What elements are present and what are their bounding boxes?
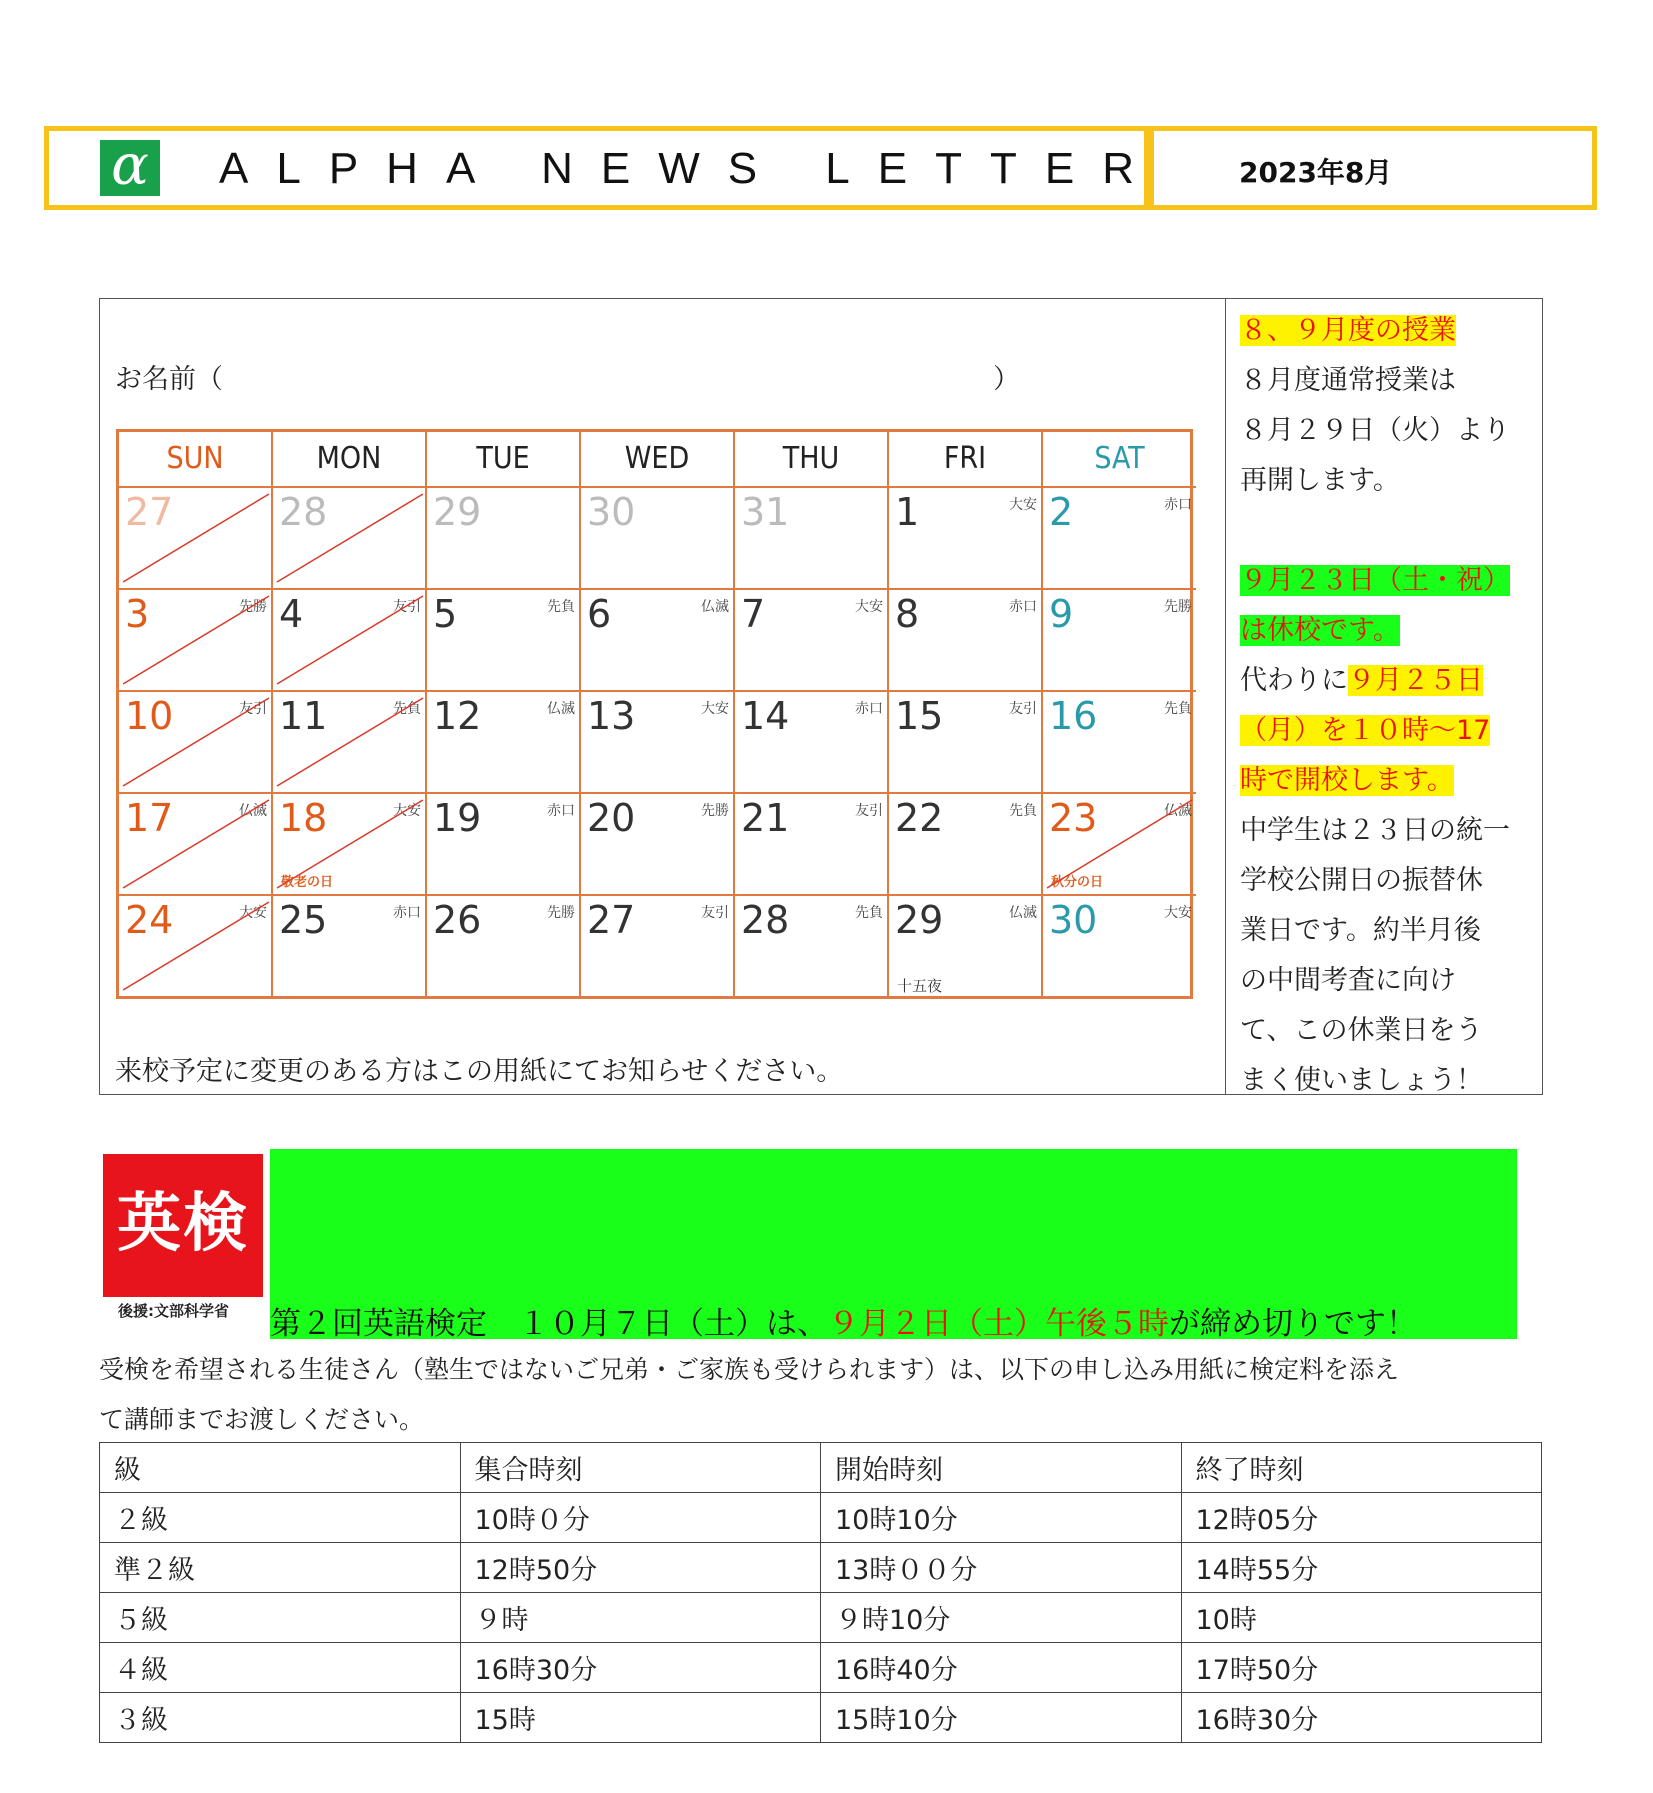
closed-day-slash-icon [119, 896, 273, 998]
closed-day-slash-icon [273, 488, 427, 590]
table-cell: 開始時刻 [821, 1443, 1182, 1493]
day-number: 28 [741, 898, 790, 942]
weekday-header-mon: MON [273, 432, 427, 488]
calendar-day [1043, 794, 1196, 896]
calendar-day [1043, 590, 1196, 692]
closed-day-slash-icon [119, 590, 273, 692]
calendar-day [119, 896, 273, 998]
day-number: 6 [587, 592, 612, 636]
closed-day-slash-icon [119, 488, 273, 590]
rokuyo-label: 友引 [855, 803, 883, 819]
calendar-day [427, 794, 581, 896]
calendar-day [119, 692, 273, 794]
day-number: 10 [125, 694, 174, 738]
day-number: 25 [279, 898, 328, 942]
rokuyo-label: 先負 [1164, 701, 1192, 717]
table-cell: ９時 [460, 1593, 821, 1643]
schedule-note-line [1240, 961, 1456, 1001]
newsletter-date: 2023年8月 [1239, 156, 1393, 189]
schedule-note-line [1240, 811, 1510, 851]
schedule-note-line [1240, 1061, 1483, 1101]
change-notice: 来校予定に変更のある方はこの用紙にてお知らせください。 [115, 1056, 844, 1087]
schedule-note-line [1240, 311, 1456, 351]
day-number: 16 [1049, 694, 1098, 738]
rokuyo-label: 赤口 [1164, 497, 1192, 513]
note-text: ８月２９日（火）より [1240, 415, 1510, 446]
calendar-day [427, 590, 581, 692]
eiken-support-label: 後援:文部科学省 [118, 1302, 229, 1320]
rokuyo-label: 大安 [701, 701, 729, 717]
rokuyo-label: 大安 [855, 599, 883, 615]
rokuyo-label: 大安 [1164, 905, 1192, 921]
closed-day-slash-icon [273, 590, 427, 692]
rokuyo-label: 友引 [239, 701, 267, 717]
note-text: ８月度通常授業は [1240, 365, 1456, 396]
rokuyo-label: 仏滅 [701, 599, 729, 615]
day-number: 7 [741, 592, 766, 636]
rokuyo-label: 先負 [547, 599, 575, 615]
weekday-header-sat: SAT [1043, 432, 1196, 488]
day-number: 9 [1049, 592, 1074, 636]
note-text: 学校公開日の振替休 [1240, 865, 1483, 896]
rokuyo-label: 大安 [239, 905, 267, 921]
name-label: お名前（ [115, 364, 223, 395]
table-cell: 12時05分 [1181, 1493, 1542, 1543]
eiken-logo: 英検 [103, 1154, 263, 1297]
calendar-day [581, 590, 735, 692]
table-cell: ２級 [100, 1493, 461, 1543]
day-number: 18 [279, 796, 328, 840]
calendar-day [1043, 692, 1196, 794]
table-cell: 16時30分 [1181, 1693, 1542, 1743]
calendar-day [889, 692, 1043, 794]
calendar-day [1043, 896, 1196, 998]
table-cell: 13時００分 [821, 1543, 1182, 1593]
table-cell: 準２級 [100, 1543, 461, 1593]
day-number: 31 [741, 490, 790, 534]
table-cell: 10時０分 [460, 1493, 821, 1543]
day-number: 23 [1049, 796, 1098, 840]
schedule-note-line [1240, 861, 1483, 901]
calendar-day [427, 692, 581, 794]
note-text: まく使いましょう！ [1240, 1065, 1483, 1096]
day-number: 30 [1049, 898, 1098, 942]
calendar-day [119, 488, 273, 590]
day-number: 5 [433, 592, 458, 636]
day-number: 11 [279, 694, 328, 738]
rokuyo-label: 先勝 [547, 905, 575, 921]
calendar-day [119, 794, 273, 896]
day-number: 29 [433, 490, 482, 534]
calendar-day [581, 794, 735, 896]
day-number: 27 [125, 490, 174, 534]
calendar-day [889, 794, 1043, 896]
weekday-header-sun: SUN [119, 432, 273, 488]
note-text: 代わりに [1240, 665, 1348, 696]
day-number: 22 [895, 796, 944, 840]
closed-day-slash-icon [119, 692, 273, 794]
schedule-note-line [1240, 661, 1483, 701]
schedule-note-line [1240, 611, 1400, 651]
calendar-day [581, 488, 735, 590]
rokuyo-label: 赤口 [547, 803, 575, 819]
note-highlight-text: ９月２５日 [1348, 665, 1483, 696]
day-number: 3 [125, 592, 150, 636]
calendar-day [581, 692, 735, 794]
closed-day-slash-icon [273, 794, 427, 896]
event-label: 十五夜 [897, 977, 943, 995]
table-cell: ４級 [100, 1643, 461, 1693]
day-number: 21 [741, 796, 790, 840]
calendar-day [735, 488, 889, 590]
newsletter-title: ALPHA NEWS LETTER [219, 144, 1163, 193]
calendar-day [1043, 488, 1196, 590]
note-text: ９月２３日（土・祝） [1240, 565, 1510, 596]
newsletter-header [44, 126, 1597, 210]
closed-day-slash-icon [273, 692, 427, 794]
rokuyo-label: 先負 [855, 905, 883, 921]
rokuyo-label: 仏滅 [547, 701, 575, 717]
table-cell: 10時10分 [821, 1493, 1182, 1543]
name-field-close: ） [993, 364, 1020, 395]
note-text: は休校です。 [1240, 615, 1400, 646]
august-calendar [116, 429, 1193, 999]
alpha-logo-icon: α [100, 140, 160, 196]
day-number: 15 [895, 694, 944, 738]
weekday-header-fri: FRI [889, 432, 1043, 488]
day-number: 24 [125, 898, 174, 942]
headline-part-1: 第２回英語検定 １０月７日（土）は、 [270, 1306, 828, 1342]
schedule-note-line [1240, 411, 1510, 451]
day-number: 27 [587, 898, 636, 942]
rokuyo-label: 赤口 [855, 701, 883, 717]
day-number: 19 [433, 796, 482, 840]
day-number: 14 [741, 694, 790, 738]
schedule-note-line [1240, 561, 1510, 601]
table-cell: 10時 [1181, 1593, 1542, 1643]
day-number: 8 [895, 592, 920, 636]
rokuyo-label: 大安 [1009, 497, 1037, 513]
calendar-day [889, 488, 1043, 590]
schedule-note-line [1240, 1011, 1482, 1051]
calendar-day [273, 488, 427, 590]
eiken-schedule-table [99, 1442, 1542, 1743]
note-text: ８、９月度の授業 [1240, 315, 1456, 346]
weekday-header-thu: THU [735, 432, 889, 488]
calendar-day [273, 794, 427, 896]
calendar-day [273, 590, 427, 692]
table-cell: 12時50分 [460, 1543, 821, 1593]
rokuyo-label: 仏滅 [1009, 905, 1037, 921]
day-number: 30 [587, 490, 636, 534]
table-header-row [100, 1443, 1542, 1493]
calendar-section [99, 298, 1543, 1095]
calendar-day [273, 692, 427, 794]
table-cell: 14時55分 [1181, 1543, 1542, 1593]
table-cell: ５級 [100, 1593, 461, 1643]
table-cell: 終了時刻 [1181, 1443, 1542, 1493]
calendar-day [735, 692, 889, 794]
weekday-header-tue: TUE [427, 432, 581, 488]
headline-part-3: が締め切りです！ [1169, 1306, 1417, 1342]
rokuyo-label: 友引 [1009, 701, 1037, 717]
closed-day-slash-icon [119, 794, 273, 896]
day-number: 4 [279, 592, 304, 636]
table-cell: ３級 [100, 1693, 461, 1743]
table-cell: 16時30分 [460, 1643, 821, 1693]
schedule-note-line [1240, 911, 1481, 951]
rokuyo-label: 大安 [393, 803, 421, 819]
day-number: 13 [587, 694, 636, 738]
note-text: 時で開校します。 [1240, 765, 1454, 796]
closed-day-slash-icon [1043, 794, 1196, 896]
rokuyo-label: 赤口 [393, 905, 421, 921]
note-text: の中間考査に向け [1240, 965, 1456, 996]
table-cell: 17時50分 [1181, 1643, 1542, 1693]
table-cell: 集合時刻 [460, 1443, 821, 1493]
weekday-header-wed: WED [581, 432, 735, 488]
holiday-label: 秋分の日 [1051, 875, 1104, 890]
note-text: 再開します。 [1240, 465, 1400, 496]
table-cell: 15時10分 [821, 1693, 1182, 1743]
rokuyo-label: 先勝 [1164, 599, 1192, 615]
calendar-day [889, 590, 1043, 692]
eiken-description-line-1: 受検を希望される生徒さん（塾生ではないご兄弟・ご家族も受けられます）は、以下の申し込み用紙に検定料を添え [99, 1355, 1400, 1384]
table-row [100, 1643, 1542, 1693]
day-number: 2 [1049, 490, 1074, 534]
schedule-note-line [1240, 761, 1454, 801]
calendar-day [427, 488, 581, 590]
rokuyo-label: 先負 [393, 701, 421, 717]
note-text: 業日です。約半月後 [1240, 915, 1481, 946]
day-number: 29 [895, 898, 944, 942]
rokuyo-label: 先勝 [701, 803, 729, 819]
table-cell: 級 [100, 1443, 461, 1493]
rokuyo-label: 赤口 [1009, 599, 1037, 615]
rokuyo-label: 友引 [393, 599, 421, 615]
section-divider [1225, 299, 1226, 1094]
day-number: 26 [433, 898, 482, 942]
calendar-day [735, 896, 889, 998]
eiken-description-line-2: て講師までお渡しください。 [99, 1405, 425, 1434]
schedule-note-line [1240, 711, 1490, 751]
rokuyo-label: 仏滅 [239, 803, 267, 819]
rokuyo-label: 友引 [701, 905, 729, 921]
note-text: て、この休業日をう [1240, 1015, 1483, 1046]
calendar-day [889, 896, 1043, 998]
day-number: 12 [433, 694, 482, 738]
calendar-day [273, 896, 427, 998]
calendar-day [735, 794, 889, 896]
calendar-day [427, 896, 581, 998]
day-number: 20 [587, 796, 636, 840]
note-text: 中学生は２３日の統一 [1240, 815, 1510, 846]
eiken-headline [270, 1298, 1417, 1343]
table-cell: 15時 [460, 1693, 821, 1743]
calendar-day [119, 590, 273, 692]
table-cell: 16時40分 [821, 1643, 1182, 1693]
day-number: 1 [895, 490, 920, 534]
headline-deadline: ９月２日（土）午後５時 [828, 1306, 1169, 1342]
day-number: 28 [279, 490, 328, 534]
schedule-note-line [1240, 461, 1400, 501]
rokuyo-label: 仏滅 [1164, 803, 1192, 819]
note-text: （月）を１０時～17 [1240, 715, 1491, 746]
calendar-day [735, 590, 889, 692]
rokuyo-label: 先勝 [239, 599, 267, 615]
rokuyo-label: 先負 [1009, 803, 1037, 819]
schedule-note-line [1240, 361, 1456, 401]
table-cell: ９時10分 [821, 1593, 1182, 1643]
table-row [100, 1693, 1542, 1743]
day-number: 17 [125, 796, 174, 840]
calendar-day [581, 896, 735, 998]
table-row [100, 1493, 1542, 1543]
table-row [100, 1593, 1542, 1643]
table-row [100, 1543, 1542, 1593]
holiday-label: 敬老の日 [281, 875, 334, 890]
